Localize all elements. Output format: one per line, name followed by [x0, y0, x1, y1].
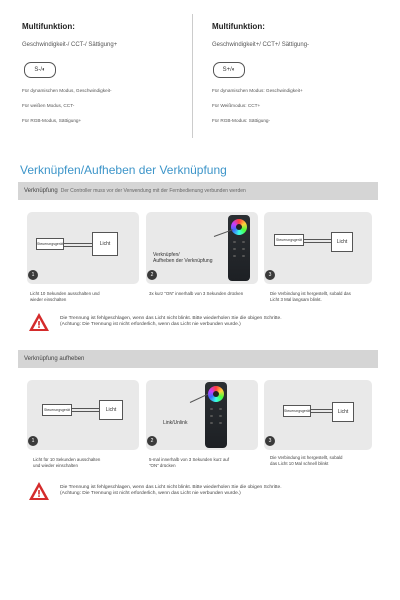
- light-box: Licht: [332, 402, 354, 422]
- light-box: Licht: [99, 400, 123, 420]
- controller-box: Steuerungsgerät: [274, 234, 304, 246]
- warning-icon: [28, 312, 50, 332]
- unlink-panel-2: [146, 380, 258, 450]
- unlink-warning-text: Die Trennung ist fehlgeschlagen, wenn das Licht nicht blinkt. Bitte wiederholen Sie die obigen Schritte. (Achtung: Die Trennung ist nicht erforderlich, wenn das Licht nie verbunden wurde.): [60, 485, 282, 496]
- unlink-band-title: Verknüpfung aufheben: [24, 356, 85, 362]
- remote-button: [233, 248, 236, 250]
- remote-button: [219, 408, 222, 410]
- left-col-line: Für weißen Modus, CCT-: [22, 103, 75, 108]
- link-warning-text: Die Trennung ist fehlgeschlagen, wenn das Licht nicht blinkt. Bitte wiederholen Sie die obigen Schritte. (Achtung: Die Trennung ist nicht erforderlich, wenn das Licht nie verbunden wurde.): [60, 316, 282, 327]
- remote-button: [242, 248, 245, 250]
- remote-button: [210, 408, 213, 410]
- unlink-band: [18, 350, 378, 368]
- section-title: Verknüpfen/Aufheben der Verknüpfung: [20, 163, 227, 177]
- left-col-title: Multifunktion:: [22, 22, 75, 31]
- remote-button: [210, 415, 213, 417]
- power-wire: [64, 246, 93, 247]
- link-band: [18, 182, 378, 200]
- controller-box: Steuerungsgerät: [42, 404, 72, 416]
- step-number: 3: [265, 270, 275, 280]
- unlink-callout: Link/Unlink: [163, 420, 188, 426]
- remote-button: [219, 415, 222, 417]
- power-wire: [311, 409, 333, 410]
- power-wire: [64, 243, 93, 244]
- wheel-center: [213, 391, 219, 397]
- wheel-center: [236, 224, 242, 230]
- remote-button: [210, 422, 213, 424]
- remote-button: [242, 241, 245, 243]
- step-number: 3: [265, 436, 275, 446]
- unlink-panel-3: [264, 380, 372, 450]
- step-caption: Die Verbindung ist hergestellt, sobald das Licht 3 Mal langsam blinkt.: [270, 291, 351, 302]
- left-col-line: Für RGB-Modus, Sättigung+: [22, 118, 82, 123]
- right-col-subtitle: Geschwindigkeit+/ CCT+/ Sättigung-: [212, 42, 310, 48]
- link-band-note: Der Controller muss vor der Verwendung mit der Fernbedienung verbunden werden: [60, 188, 246, 194]
- link-band-title: Verknüpfung: [24, 188, 58, 194]
- right-col-line: Für Weißmodus: CCT+: [212, 103, 261, 108]
- left-col-subtitle: Geschwindigkeit-/ CCT-/ Sättigung+: [22, 42, 118, 48]
- speed-minus-button: S-/◐: [24, 62, 56, 78]
- controller-box: Steuerungsgerät: [283, 405, 311, 417]
- step-caption: 5-mal innerhalb von 3 Sekunden kurz auf "ON" drücken: [149, 457, 230, 468]
- controller-box: Steuerungsgerät: [36, 238, 64, 250]
- remote-control: [205, 382, 227, 448]
- remote-button: [233, 241, 236, 243]
- step-caption: 3x kurz "ON" innerhalb von 3 Sekunden drücken: [149, 291, 244, 296]
- light-box: Licht: [331, 232, 353, 252]
- speed-plus-button: S+/◐: [213, 62, 245, 78]
- power-wire: [72, 408, 100, 409]
- link-panel-3: [264, 212, 372, 284]
- step-number: 1: [28, 270, 38, 280]
- power-wire: [304, 239, 332, 240]
- step-number: 1: [28, 436, 38, 446]
- left-col-line: Für dynamischen Modus, Geschwindigkeit-: [22, 88, 112, 93]
- power-wire: [304, 242, 332, 243]
- link-callout: Verknüpfen/ Aufheben der Verknüpfung: [153, 252, 213, 264]
- remote-button: [219, 422, 222, 424]
- step-caption: Licht 10 Sekunden ausschalten und wieder einschalten: [30, 291, 100, 302]
- right-col-title: Multifunktion:: [212, 22, 265, 31]
- step-caption: Licht für 10 Sekunden ausschalten und wieder einschalten: [33, 457, 101, 468]
- remote-button: [242, 255, 245, 257]
- right-col-line: Für dynamischen Modus: Geschwindigkeit+: [212, 88, 303, 93]
- step-caption: Die Verbindung ist hergestellt, sobald das Licht 10 Mal schnell blinkt: [270, 455, 343, 466]
- power-wire: [311, 412, 333, 413]
- step-number: 2: [147, 436, 157, 446]
- warning-icon: [28, 481, 50, 501]
- right-col-line: Für RGB-Modus: Sättigung-: [212, 118, 271, 123]
- power-wire: [72, 411, 100, 412]
- remote-button: [233, 255, 236, 257]
- column-divider: [192, 14, 193, 138]
- remote-control: [228, 215, 250, 281]
- step-number: 2: [147, 270, 157, 280]
- light-box: Licht: [92, 232, 118, 256]
